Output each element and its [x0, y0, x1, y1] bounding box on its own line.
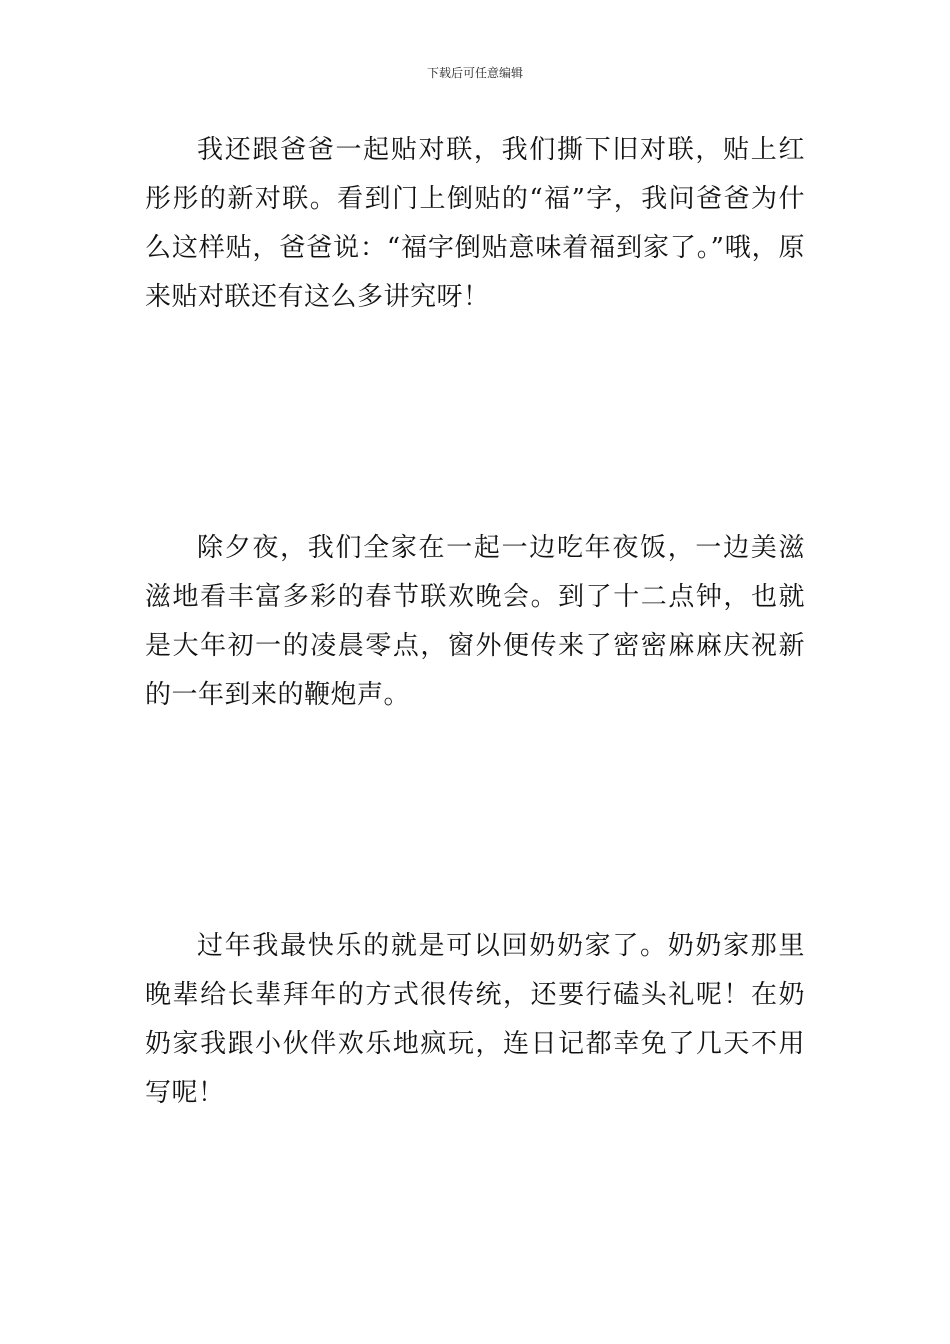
paragraph-new-years-eve: 除夕夜，我们全家在一起一边吃年夜饭，一边美滋滋地看丰富多彩的春节联欢晚会。到了十二点钟，也就是大年初一的凌晨零点，窗外便传来了密密麻麻庆祝新的一年到来的鞭炮声。: [145, 533, 805, 710]
page-header: 下载后可任意编辑: [426, 66, 523, 80]
paragraph-grandma-house: 过年我最快乐的就是可以回奶奶家了。奶奶家那里晚辈给长辈拜年的方式很传统，还要行磕头礼呢！在奶奶家我跟小伙伴欢乐地疯玩，连日记都幸免了几天不用写呢！: [145, 931, 805, 1108]
paragraph-couplets: 我还跟爸爸一起贴对联，我们撕下旧对联，贴上红彤彤的新对联。看到门上倒贴的“福”字，我问爸爸为什么这样贴，爸爸说：“福字倒贴意味着福到家了。”哦，原来贴对联还有这么多讲究呀！: [145, 135, 805, 312]
